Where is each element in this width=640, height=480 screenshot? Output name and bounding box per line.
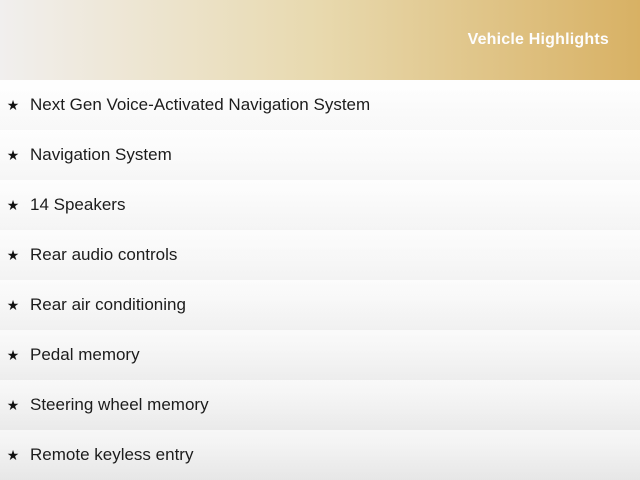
highlight-label: Rear audio controls	[30, 245, 178, 264]
highlights-list	[0, 80, 640, 480]
highlight-label: Navigation System	[30, 145, 172, 164]
highlight-label: Next Gen Voice-Activated Navigation System	[30, 95, 371, 114]
star-icon: ★	[6, 97, 20, 113]
list-item	[0, 130, 640, 180]
highlight-label: Remote keyless entry	[30, 445, 194, 464]
list-item	[0, 80, 640, 130]
page-title: Vehicle Highlights	[467, 31, 609, 48]
header-bar	[0, 0, 640, 80]
list-item	[0, 180, 640, 230]
star-icon: ★	[6, 247, 20, 263]
star-icon: ★	[6, 397, 20, 413]
list-item	[0, 230, 640, 280]
star-icon: ★	[6, 297, 20, 313]
list-item	[0, 280, 640, 330]
highlight-label: Steering wheel memory	[30, 395, 209, 414]
star-icon: ★	[6, 347, 20, 363]
highlight-label: Pedal memory	[30, 345, 140, 364]
star-icon: ★	[6, 197, 20, 213]
list-item	[0, 430, 640, 480]
star-icon: ★	[6, 447, 20, 463]
list-item	[0, 330, 640, 380]
list-item	[0, 380, 640, 430]
highlight-label: Rear air conditioning	[30, 295, 186, 314]
highlight-label: 14 Speakers	[30, 195, 126, 214]
star-icon: ★	[6, 147, 20, 163]
